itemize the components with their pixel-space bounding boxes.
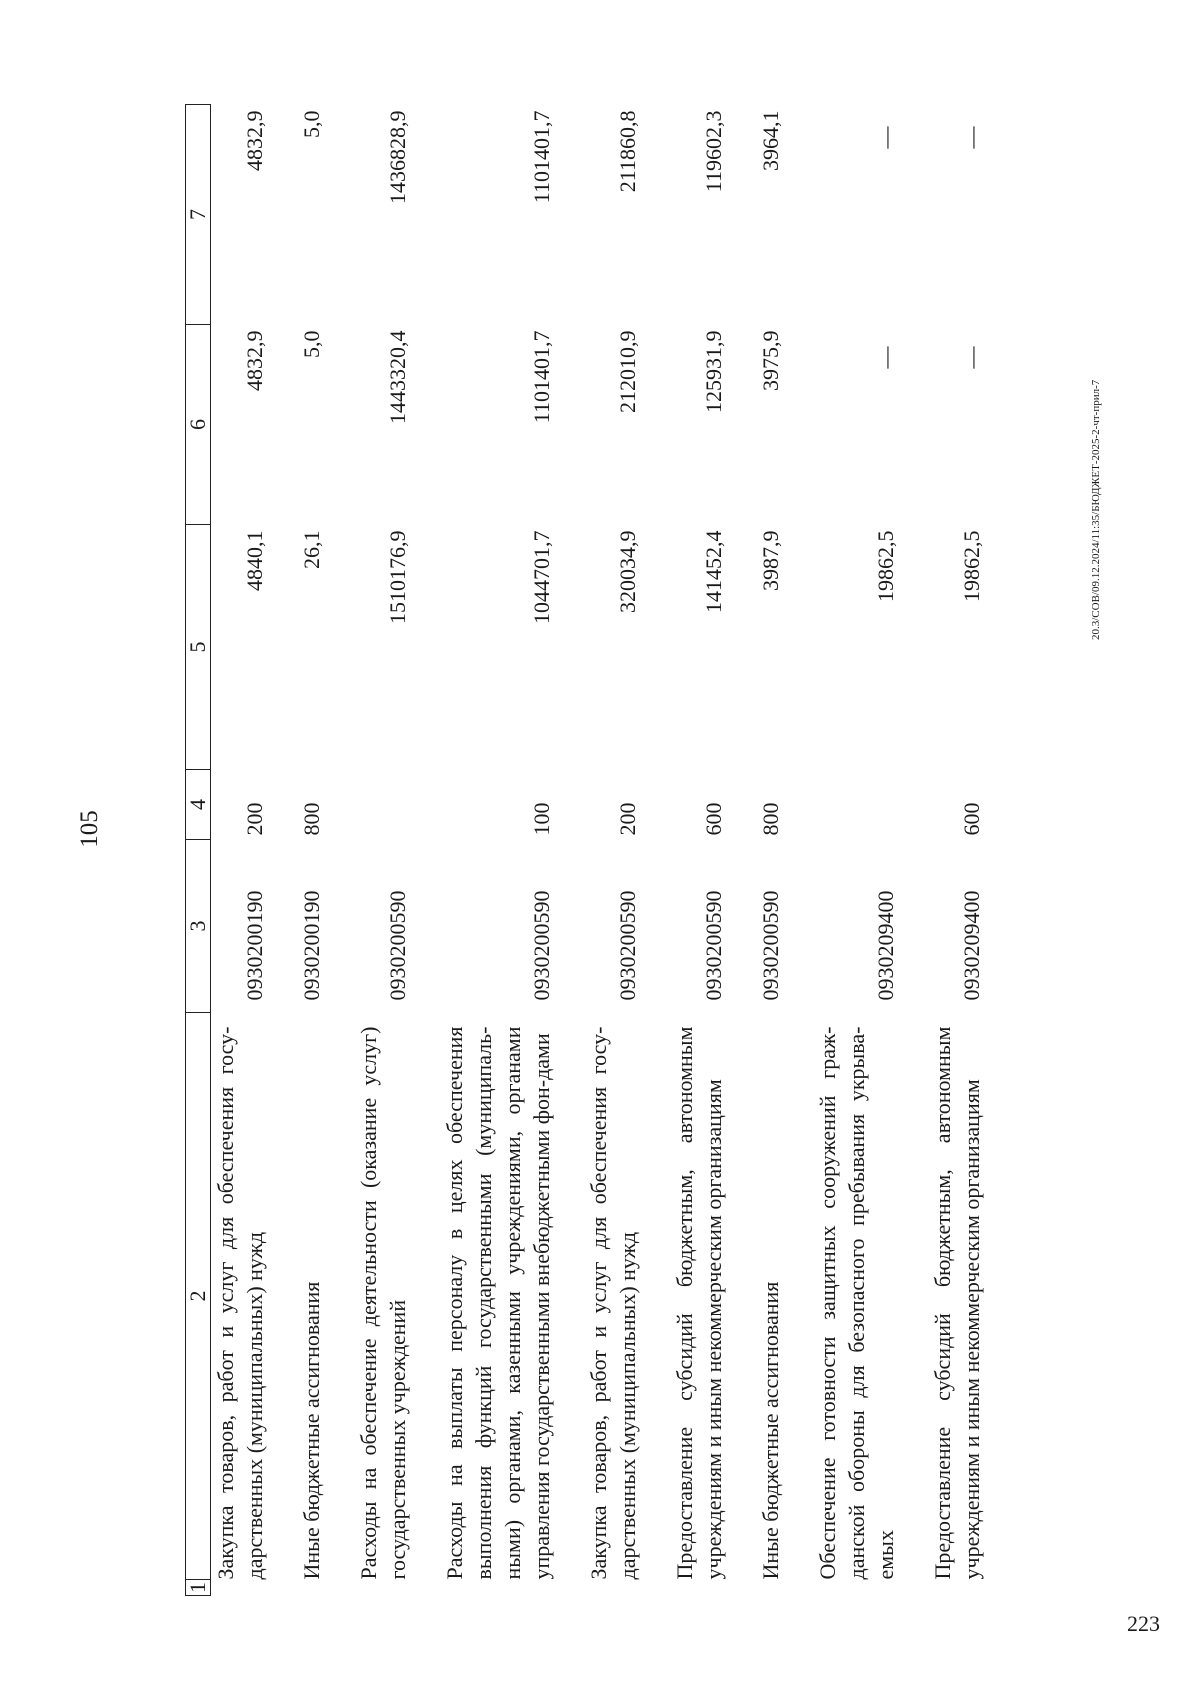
amount-col5: 1510176,9 [385, 530, 410, 624]
expense-type-code: 800 [299, 802, 324, 836]
table-row [440, 105, 556, 1596]
column-header: 1 [186, 1580, 211, 1596]
amount-col7: 211860,8 [615, 110, 640, 193]
target-code: 0930200590 [701, 890, 726, 1001]
amount-col5: 3987,9 [758, 530, 783, 591]
expense-type-code: 200 [615, 802, 640, 836]
target-code: 0930200590 [615, 890, 640, 1001]
target-code: 0930200590 [385, 890, 410, 1001]
amount-col5: 19862,5 [959, 530, 984, 602]
amount-col5: 19862,5 [873, 530, 898, 602]
table-row [354, 105, 412, 1596]
expense-name: Обеспечение готовности защитных сооружений граж-данской обороны для безопасного пребывания укрыва-емых [815, 1026, 898, 1580]
amount-col6: 3975,9 [758, 330, 783, 391]
amount-col6: 212010,9 [615, 330, 640, 413]
amount-col7: 4832,9 [242, 110, 267, 171]
amount-col6: 4832,9 [242, 330, 267, 391]
expense-name: Предоставление субсидий бюджетным, автономным учреждениям и иным некоммерческим организациям [672, 1026, 726, 1580]
table-row [928, 105, 986, 1596]
amount-col6: 5,0 [299, 330, 324, 358]
amount-col5: 320034,9 [615, 530, 640, 613]
amount-col7: 5,0 [299, 110, 324, 138]
amount-col6: — [959, 346, 984, 369]
expense-type-code: 600 [701, 802, 726, 836]
expense-name: Расходы на обеспечение деятельности (оказание услуг) государственных учреждений [356, 1026, 410, 1580]
table-row [297, 105, 326, 1596]
page-number: 105 [76, 810, 103, 848]
sheet-number: 223 [1127, 1611, 1160, 1636]
table-row [211, 105, 270, 1596]
amount-col5: 4840,1 [242, 530, 267, 591]
table-row [813, 105, 900, 1596]
target-code: 0930200190 [242, 890, 267, 1001]
expense-name: Закупка товаров, работ и услуг для обеспечения госу-дарственных (муниципальных) нужд [586, 1026, 640, 1580]
expense-name: Расходы на выплаты персоналу в целях обеспечения выполнения функций государственными (муниципаль-ными) органами, казенными учреждениями, органами управления государственными внебюджетными фон-дами [442, 1026, 554, 1580]
expense-name: Закупка товаров, работ и услуг для обеспечения госу-дарственных (муниципальных) нужд [213, 1026, 267, 1580]
table-row [756, 105, 785, 1596]
expense-type-code: 100 [529, 802, 554, 836]
expense-type-code [813, 770, 900, 840]
amount-col6: 125931,9 [701, 330, 726, 413]
budget-table-rotated [185, 106, 1057, 1596]
amount-col5: 1044701,7 [529, 530, 554, 624]
table-body [211, 105, 987, 1596]
column-header: 3 [186, 840, 211, 1013]
target-code: 0930209400 [873, 890, 898, 1001]
amount-col7: 1101401,7 [529, 110, 554, 204]
amount-col7: 3964,1 [758, 110, 783, 171]
expense-name: Иные бюджетные ассигнования [299, 1281, 324, 1580]
amount-col6: — [873, 346, 898, 369]
column-header: 2 [186, 1013, 211, 1580]
expense-type-code: 600 [959, 802, 984, 836]
amount-col7: 119602,3 [701, 110, 726, 193]
document-code: 20.3/СОВ/09.12.2024/11:35/БЮДЖЕТ-2025-2-чт-прил-7 [1090, 379, 1102, 640]
target-code: 0930209400 [959, 890, 984, 1001]
expense-name: Предоставление субсидий бюджетным, автономным учреждениям и иным некоммерческим организациям [930, 1026, 984, 1580]
column-header: 7 [186, 105, 211, 325]
target-code: 0930200590 [758, 890, 783, 1001]
table-row [584, 105, 642, 1596]
expense-type-code [354, 770, 412, 840]
header-row [186, 105, 211, 1596]
expense-type-code: 800 [758, 802, 783, 836]
amount-col7: — [959, 126, 984, 149]
amount-col7: 1436828,9 [385, 110, 410, 204]
column-header: 5 [186, 525, 211, 770]
amount-col6: 1443320,4 [385, 330, 410, 424]
target-code: 0930200590 [529, 890, 554, 1001]
expense-name: Иные бюджетные ассигнования [758, 1281, 783, 1580]
target-code: 0930200190 [299, 890, 324, 1001]
column-header: 4 [186, 770, 211, 840]
amount-col5: 26,1 [299, 530, 324, 569]
table-row [670, 105, 728, 1596]
column-header: 6 [186, 325, 211, 525]
expense-type-code: 200 [242, 802, 267, 836]
amount-col7: — [873, 126, 898, 149]
amount-col5: 141452,4 [701, 530, 726, 613]
budget-table [185, 104, 986, 1596]
amount-col6: 1101401,7 [529, 330, 554, 424]
